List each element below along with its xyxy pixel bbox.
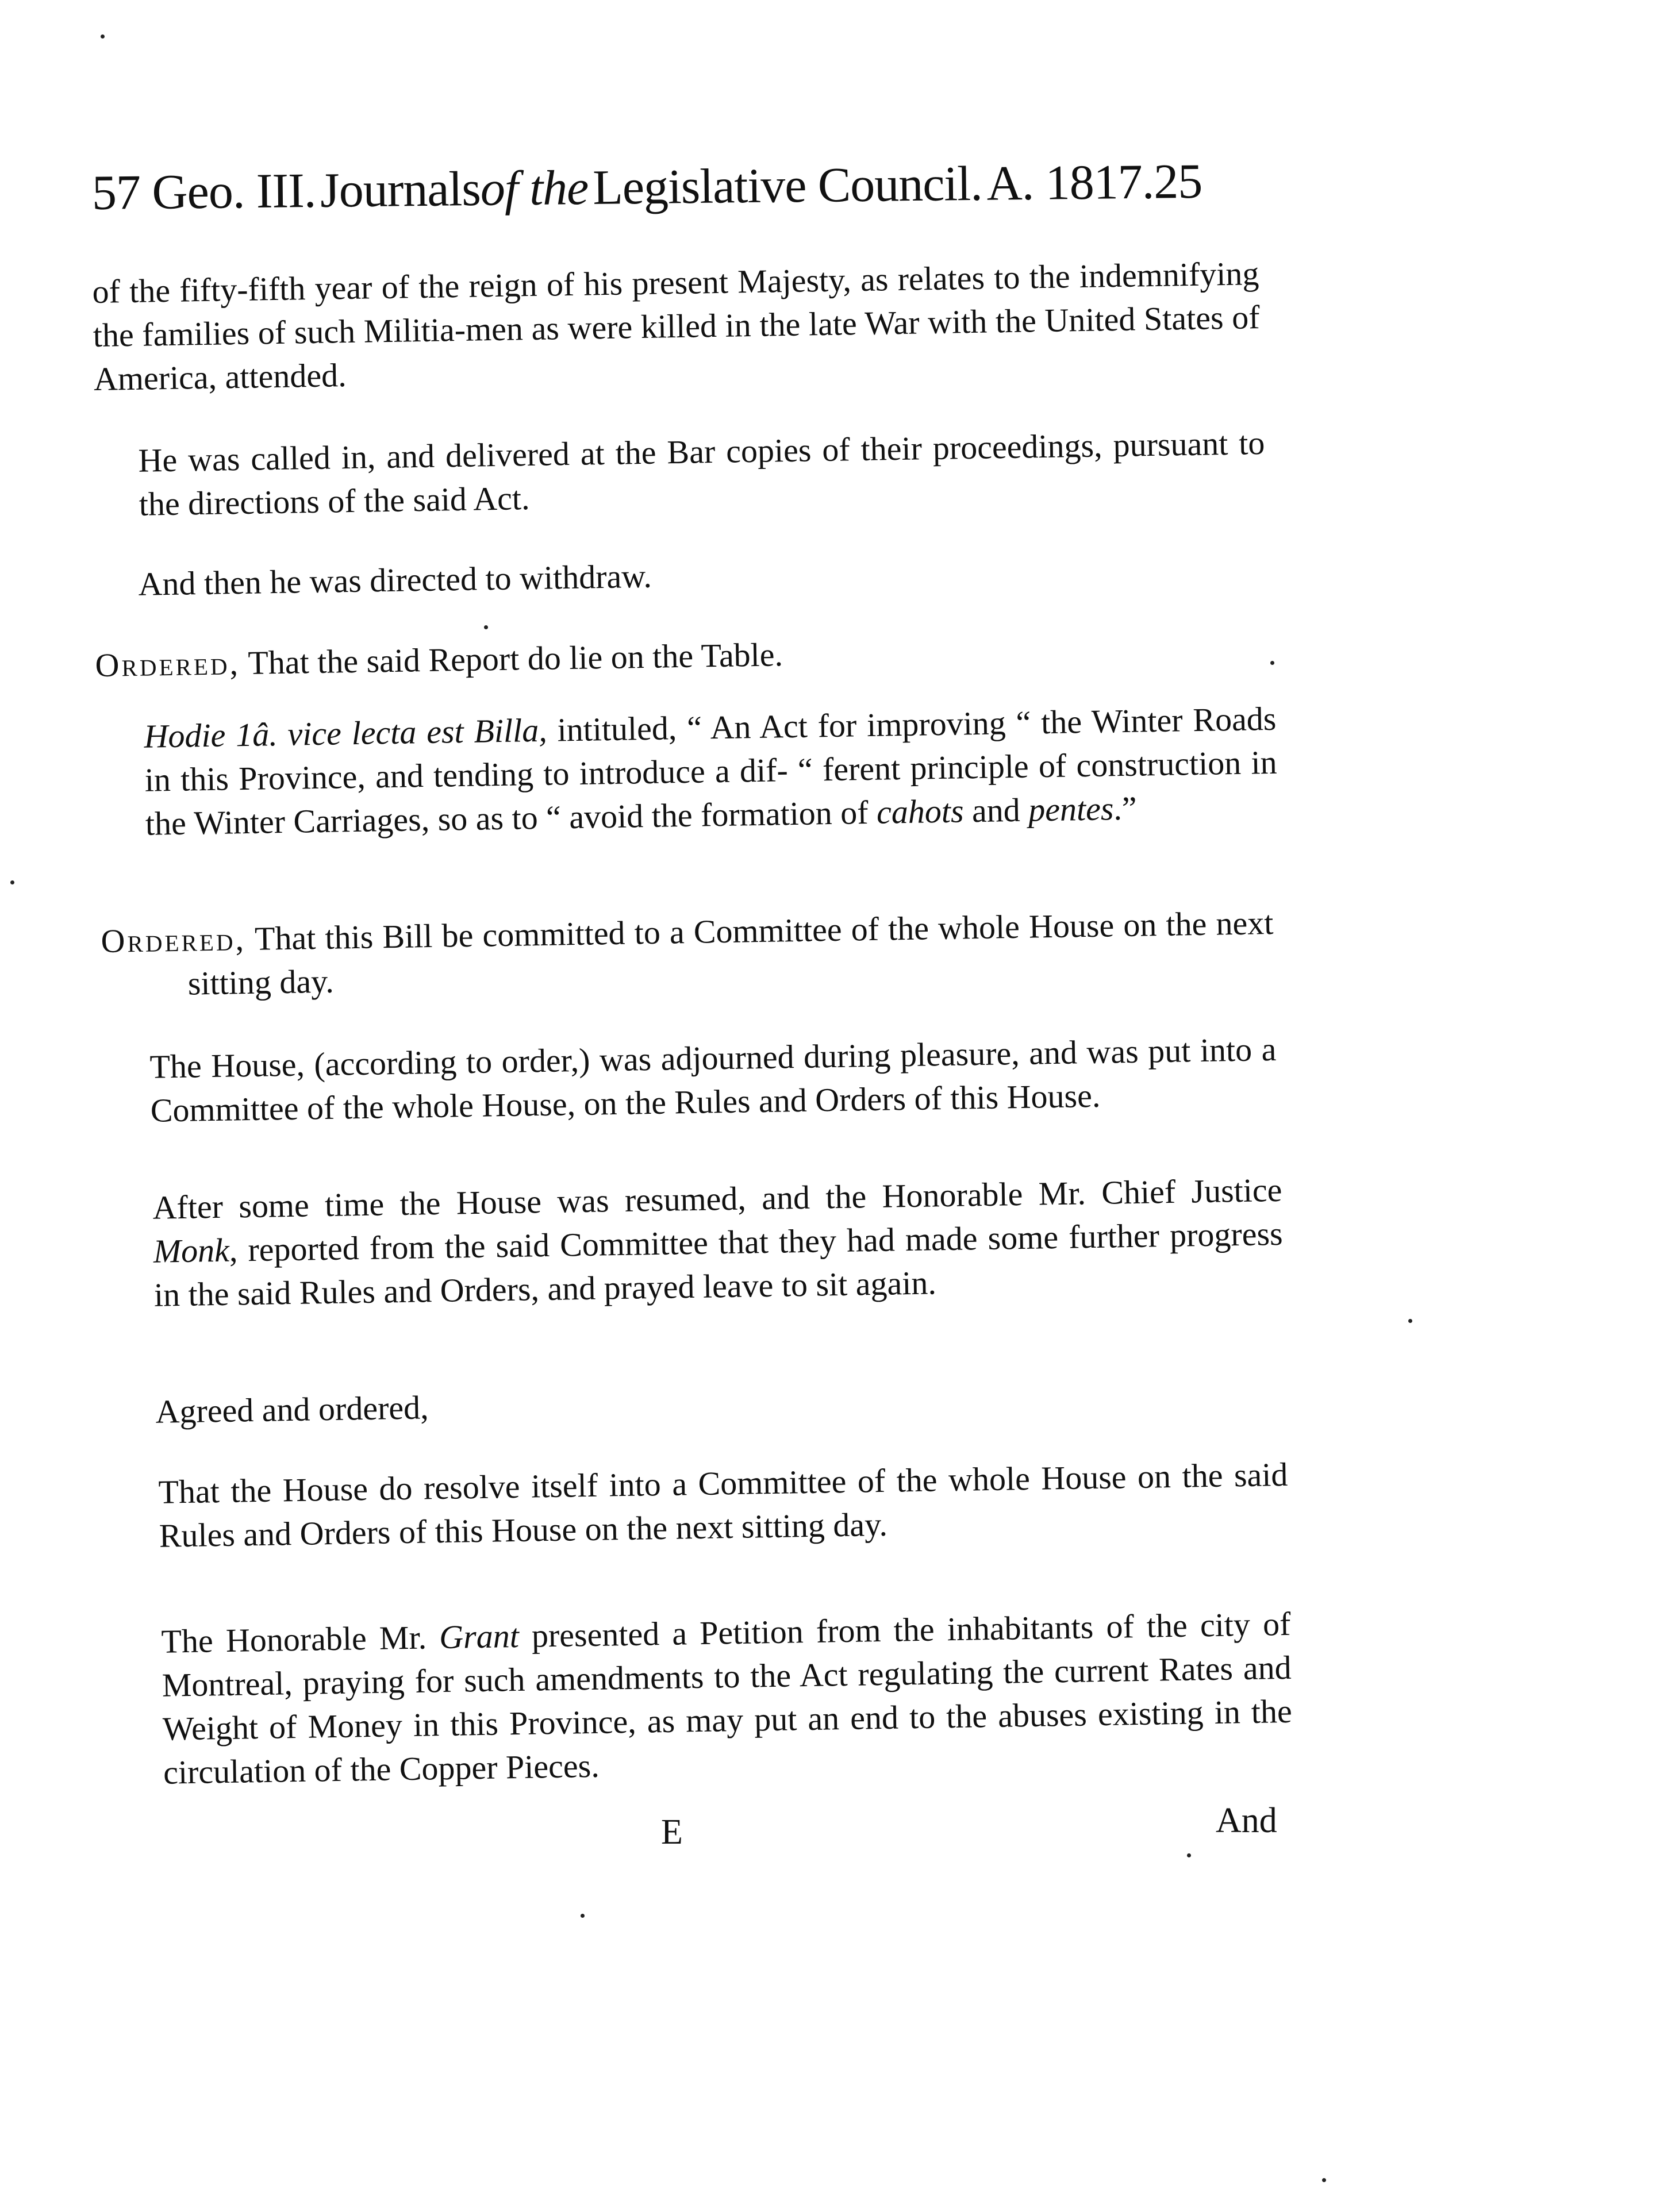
bill-paragraph [98, 697, 1278, 847]
catchword: And [1216, 1801, 1277, 1840]
paragraph-house-resumed [106, 1168, 1284, 1318]
paragraph-text: , reported from the said Committee that they had made some further progress in the said Rules and Orders, and prayed leave to sit again. [153, 1214, 1284, 1314]
paragraph-petition [115, 1602, 1293, 1795]
paragraph-text: And then he was directed to withdraw. [138, 557, 652, 603]
name-grant: Grant [439, 1617, 520, 1656]
ordered-label: Ordered, [95, 644, 241, 684]
paper-speck [10, 880, 14, 884]
name-monk: Monk [153, 1231, 230, 1270]
paragraph-ordered-report [95, 625, 1268, 687]
paragraph-text: of the fifty-fifth year of the reign of his present Majesty, as relates to the indemnifying the families of such Militia-men as were killed in the late War with the United States of America, attended. [92, 255, 1261, 398]
petition-paragraph [115, 1602, 1293, 1795]
header-year: A. 1817. [986, 153, 1154, 211]
paper-speck [1408, 1319, 1412, 1323]
paragraph-text: The Honorable Mr. [161, 1618, 440, 1660]
paragraph-text: The House, (according to order,) was adjourned during pleasure, and was put into a Committee of the whole House, on the Rules and Orders of this House. [149, 1030, 1277, 1129]
paper-speck [581, 1914, 585, 1918]
paper-speck [484, 625, 488, 629]
paragraph-winter-roads-bill [98, 697, 1278, 847]
header-regnal-year: 57 Geo. III. [91, 162, 316, 220]
header-council: Legislative Council. [592, 155, 983, 215]
term-cahots: cahots [876, 792, 964, 831]
page-number: 25 [1153, 153, 1202, 209]
header-journals: Journals [320, 160, 481, 218]
paper-speck [1270, 661, 1274, 665]
paragraph-delivered-copies [92, 421, 1266, 527]
paper-speck [101, 34, 105, 39]
paragraph-text: He was called in, and delivered at the Bar copies of their proceedings, pursuant to the directions of the said Act. [138, 424, 1265, 523]
paragraph-adjourned [103, 1028, 1277, 1133]
paragraph-text: That this Bill be committed to a Committee of the whole House on the next sitting day. [187, 903, 1274, 1002]
paragraph-text: Agreed and ordered, [155, 1388, 429, 1430]
paragraph-ordered-committee [101, 901, 1274, 1007]
paper-speck [1187, 1853, 1191, 1857]
running-header [91, 148, 1276, 224]
ordered-paragraph [95, 625, 1268, 687]
paragraph-withdraw [92, 545, 1265, 607]
paper-speck [1322, 2178, 1326, 2182]
paragraph-text: intituled, “ An Act for improving “ the Winter Roads in this Province, and tending to introduce a dif- “ ferent principle of construction in the Winter Carriages, so as to “ avoid the formation of [144, 699, 1278, 843]
paragraph-text: After some time the House was resumed, and the Honorable Mr. Chief Justice [152, 1171, 1282, 1226]
header-of-the: of the [480, 159, 589, 216]
paragraph-text: That the said Report do lie on the Table. [240, 636, 783, 682]
resumed-paragraph [106, 1168, 1284, 1318]
paragraph-militia-report [92, 252, 1261, 401]
ordered-paragraph [101, 901, 1274, 1007]
term-pentes: pentes [1028, 790, 1114, 829]
paragraph-resolve [112, 1453, 1289, 1559]
ordered-label: Ordered, [101, 920, 247, 960]
paragraph-agreed [109, 1372, 1282, 1434]
paragraph-text: presented a Petition from the inhabitants of the city of Montreal, praying for such amendments to the Act regulating the current Rates and Weight of Money in this Province, as may put an end to the abuses existing in the circulation of the Copper Pieces. [162, 1605, 1293, 1791]
latin-reading-formula: Hodie 1â. vice lecta est Billa, [144, 711, 548, 755]
paragraph-text: That the House do resolve itself into a Committee of the whole House on the said Rules and Orders of this House on the next sitting day. [158, 1455, 1288, 1555]
paragraph-text: and [963, 791, 1029, 830]
paragraph-text: .” [1113, 789, 1138, 828]
signature-mark: E [661, 1813, 683, 1852]
